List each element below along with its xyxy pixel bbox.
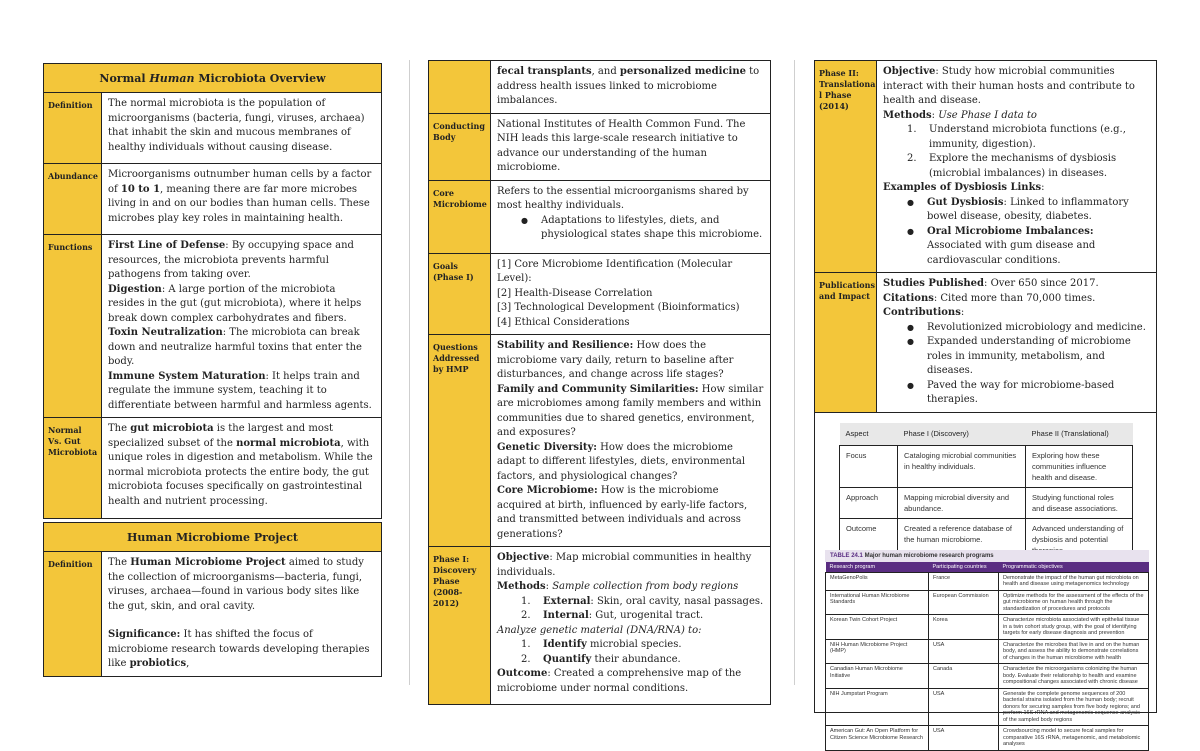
dysbiosis-item: ● Gut Dysbiosis: Linked to inflammatory bowel disease, obesity, diabetes. bbox=[907, 196, 1150, 225]
aspect-header: Phase II (Translational) bbox=[1026, 423, 1133, 446]
research-row: NIH Human Microbiome Project (HMP) USA Characterize the microbes that live in and on the human body, and assess the ability to demonstrate correlations of changes in the human microbiome with health bbox=[826, 639, 1149, 664]
phase2-label: Phase II: Translationa l Phase (2014) bbox=[815, 61, 877, 273]
aspect-header: Aspect bbox=[840, 423, 898, 446]
research-programs-image bbox=[825, 550, 1149, 751]
analyze-item: 1. Identify microbial species. bbox=[521, 639, 682, 650]
functions-text bbox=[102, 235, 382, 418]
research-row: NIH Jumpstart Program USA Generate the complete genome sequences of 200 bacterial strains isolated from the human body; recruit donors for securing samples from five body regions; and perform 16S rRNA and metagenomic sequence analysis of the sampled body regions bbox=[826, 688, 1149, 726]
aspect-row: Outcome Created a reference database of the human microbiome. Advanced understanding of dysbiosis and potential bbox=[840, 518, 1133, 560]
contribution-item: ● Expanded understanding of microbiome roles in immunity, metabolism, and diseases. bbox=[907, 335, 1150, 379]
definition-label: Definition bbox=[44, 93, 102, 164]
research-table: Research program Participating countries Programmatic objectives MetaGenoPolis France Demonstrate the impact of the human gut microbiota on health and disease using metagenomics technology International Human Microbiome Standards European Commission Optimize methods for the assessment of the effects of the gut microbiome on human health through the standardization of procedures and protocols Korean Twin Cohort Project Korea Characterize microbiota associated with epithelial tissue in a twin cohort study group, with the goal of identifying targets for early disease diagnosis and prevention NIH Human Microbiome Project (HMP) USA Characterize the microbes that live in and on the human body, and assess the ability to demonstrate correlations of changes in the human microbiome with health Canadian Human Microbiome Initiative Canada Characterize the microorganisms colonizing the human body. Evaluate their relationship to health and examine compositional changes associated with chronic disease NIH Jumpstart Program USA Generate the complete genome sequences of 200 bacterial strains isolated from the human body; recruit donors for securing samples from five body regions; and perform 16S rRNA and metagenomic sequence analysis of the sampled body regions American Gut: An Open Platform for Citizen Science Microbiome Research USA Crowdsourcing model to secure fecal samples for comparative 16S rRNA, metagenomic, and metabolomic analyses bbox=[825, 562, 1149, 751]
contribution-item: ● Paved the way for microbiome-based therapies. bbox=[907, 379, 1150, 408]
question-item: Core Microbiome: How is the microbiome acquired at birth, influenced by early-life factors, and transmitted between individuals and across generations? bbox=[497, 485, 748, 540]
question-item: Genetic Diversity: How does the microbiome adapt to different lifestyles, diets, environmental factors, and physiological changes? bbox=[497, 441, 746, 482]
hmp-definition-text: The Human Microbiome Project aimed to study the collection of microorganisms—bacteria, fungi, viruses, archaea—found in various body sites like the gut, skin, and oral cavity. Significance: It has shifted the focus of microbiome research towards developing therapies like probiotics, bbox=[102, 552, 382, 677]
goal-item: [4] Ethical Considerations bbox=[497, 316, 630, 328]
normal-vs-gut-label: Normal Vs. Gut Microbiota bbox=[44, 418, 102, 519]
goals-list bbox=[491, 253, 771, 335]
column-divider-2 bbox=[794, 60, 795, 685]
question-item: Family and Community Similarities: How similar are microbiomes among family members and within communities due to shared genetics, environment, and exposures? bbox=[497, 383, 764, 438]
goal-item: [3] Technological Development (Bioinformatics) bbox=[497, 302, 740, 313]
function-item: First Line of Defense: By occupying space and resources, the microbiota prevents harmful pathogens from taking over. bbox=[108, 240, 354, 280]
questions-list bbox=[491, 335, 771, 547]
analyze-item: 2. Quantify their abundance. bbox=[521, 653, 681, 665]
function-item: Toxin Neutralization: The microbiota can break down and neutralize harmful toxins that enter the body. bbox=[108, 327, 362, 367]
goals-label: Goals (Phase I) bbox=[429, 253, 491, 335]
goal-item: [2] Health-Disease Correlation bbox=[497, 287, 653, 299]
aspect-row: Approach Mapping microbial diversity and abundance. Studying functional roles and disease associations. bbox=[840, 487, 1133, 518]
publications-text: Studies Published: Over 650 since 2017. Citations: Cited more than 70,000 times. Contributions: ● Revolutionized microbiology and medicine. ● Expanded understanding of microbiome roles in immunity, metabolism, and diseases. ● Paved the way for microbiome-based therapies. bbox=[877, 273, 1157, 413]
core-microbiome-label: Core Microbiome bbox=[429, 180, 491, 253]
conducting-body-label: Conducting Body bbox=[429, 113, 491, 180]
continuation-label-cell bbox=[429, 61, 491, 114]
aspect-comparison-image bbox=[839, 423, 1133, 561]
question-item: Stability and Resilience: How does the microbiome vary daily, return to baseline after disturbances, and change across life stages? bbox=[497, 340, 734, 380]
normal-vs-gut-text: The gut microbiota is the largest and most specialized subset of the normal microbiota, with unique roles in digestion and metabolism. While the normal microbiota protects the entire body, the gut microbiota focuses specifically on gastrointestinal health and nutrient processing. bbox=[102, 418, 382, 519]
core-bullet: ● Adaptations to lifestyles, diets, and physiological states shape this microbiome. bbox=[521, 214, 764, 243]
research-row: Korean Twin Cohort Project Korea Characterize microbiota associated with epithelial tissue in a twin cohort study group, with the goal of identifying targets for early disease diagnosis and prevention bbox=[826, 615, 1149, 640]
normal-microbiota-overview-table bbox=[43, 63, 382, 519]
abundance-label: Abundance bbox=[44, 164, 102, 235]
research-row: MetaGenoPolis France Demonstrate the impact of the human gut microbiota on health and disease using metagenomics technology bbox=[826, 572, 1149, 590]
research-row: International Human Microbiome Standards European Commission Optimize methods for the assessment of the effects of the gut microbiome on human health through the standardization of procedures and protocols bbox=[826, 590, 1149, 615]
hmp-title: Human Microbiome Project bbox=[44, 523, 382, 552]
sample-item: 2. Internal: Gut, urogenital tract. bbox=[521, 610, 704, 621]
research-caption: TABLE 24.1 Major human microbiome research programs bbox=[825, 550, 1149, 562]
phase2-text: Objective: Study how microbial communities interact with their human hosts and contribute to health and disease. Methods: Use Phase I data to 1. Understand microbiota functions (e.g., immunity, digestion). 2. Explore the mechanisms of dysbiosis (microbial imbalances) in diseases. Examples of Dysbiosis Links: ● Gut Dysbiosis: Linked to inflammatory bowel disease, obesity, diabetes. ● Oral Microbiome Imbalances: Associated with gum disease and cardiovascular conditions. bbox=[877, 61, 1157, 273]
column-divider-1 bbox=[409, 60, 410, 685]
continuation-text: fecal transplants, and personalized medicine to address health issues linked to microbiome imbalances. bbox=[491, 61, 771, 114]
research-row: American Gut: An Open Platform for Citizen Science Microbiome Research USA Crowdsourcing model to secure fecal samples for comparative 16S rRNA, metagenomic, and metabolomic analyses bbox=[826, 726, 1149, 751]
aspect-row: Focus Cataloging microbial communities in healthy individuals. Exploring how these communities influence health and disease. bbox=[840, 445, 1133, 487]
phase1-text: Objective: Map microbial communities in healthy individuals. Methods: Sample collection from body regions 1. External: Skin, oral cavity, nasal passages. 2. Internal: Gut, urogenital tract. Analyze genetic material (DNA/RNA) to: 1. Identify microbial species. 2. Quantify their abundance. Outcome: Created a comprehensive map of the microbiome under normal conditions. bbox=[491, 547, 771, 705]
contribution-item: ● Revolutionized microbiology and medicine. bbox=[907, 321, 1150, 336]
method-item: 1. Understand microbiota functions (e.g., immunity, digestion). bbox=[907, 124, 1126, 150]
hmp-definition-label: Definition bbox=[44, 552, 102, 677]
core-microbiome-text: Refers to the essential microorganisms shared by most healthy individuals. ● Adaptations to lifestyles, diets, and physiological states shape this microbiome. bbox=[491, 180, 771, 253]
dysbiosis-item: ● Oral Microbiome Imbalances: Associated with gum disease and cardiovascular conditions. bbox=[907, 225, 1150, 269]
overview-title: Normal Human Microbiota Overview bbox=[44, 64, 382, 93]
function-item: Digestion: A large portion of the microbiota resides in the gut (gut microbiota), where it helps break down complex carbohydrates and fibers. bbox=[108, 283, 362, 324]
sample-item: 1. External: Skin, oral cavity, nasal passages. bbox=[521, 595, 764, 607]
human-microbiome-project-table bbox=[43, 522, 382, 677]
phase1-label: Phase I: Discovery Phase (2008-2012) bbox=[429, 547, 491, 705]
questions-label: Questions Addressed by HMP bbox=[429, 335, 491, 547]
conducting-body-text: National Institutes of Health Common Fund. The NIH leads this large-scale research initiative to advance our understanding of the human microbiome. bbox=[491, 113, 771, 180]
definition-text: The normal microbiota is the population of microorganisms (bacteria, fungi, viruses, archaea) that inhabit the skin and mucous membranes of healthy individuals without causing disease. bbox=[102, 93, 382, 164]
hmp-details-table bbox=[428, 60, 771, 705]
embedded-images-cell bbox=[815, 412, 1157, 747]
abundance-text: Microorganisms outnumber human cells by a factor of 10 to 1, meaning there are far more microbes living in and on our bodies than human cells. These microbes play key roles in maintaining health. bbox=[102, 164, 382, 235]
functions-label: Functions bbox=[44, 235, 102, 418]
phase2-table bbox=[814, 60, 1157, 747]
publications-label: Publications and Impact bbox=[815, 273, 877, 413]
aspect-header: Phase I (Discovery) bbox=[898, 423, 1026, 446]
goal-item: [1] Core Microbiome Identification (Molecular Level): bbox=[497, 258, 733, 284]
research-row: Canadian Human Microbiome Initiative Canada Characterize the microorganisms colonizing the human body. Evaluate their relationship to health and examine compositional changes associated with chronic disease bbox=[826, 664, 1149, 689]
method-item: 2. Explore the mechanisms of dysbiosis (microbial imbalances) in diseases. bbox=[907, 153, 1117, 179]
function-item: Immune System Maturation: It helps train and regulate the immune system, teaching it to differentiate between harmful and harmless agents. bbox=[108, 370, 372, 411]
aspect-table bbox=[839, 423, 1133, 561]
